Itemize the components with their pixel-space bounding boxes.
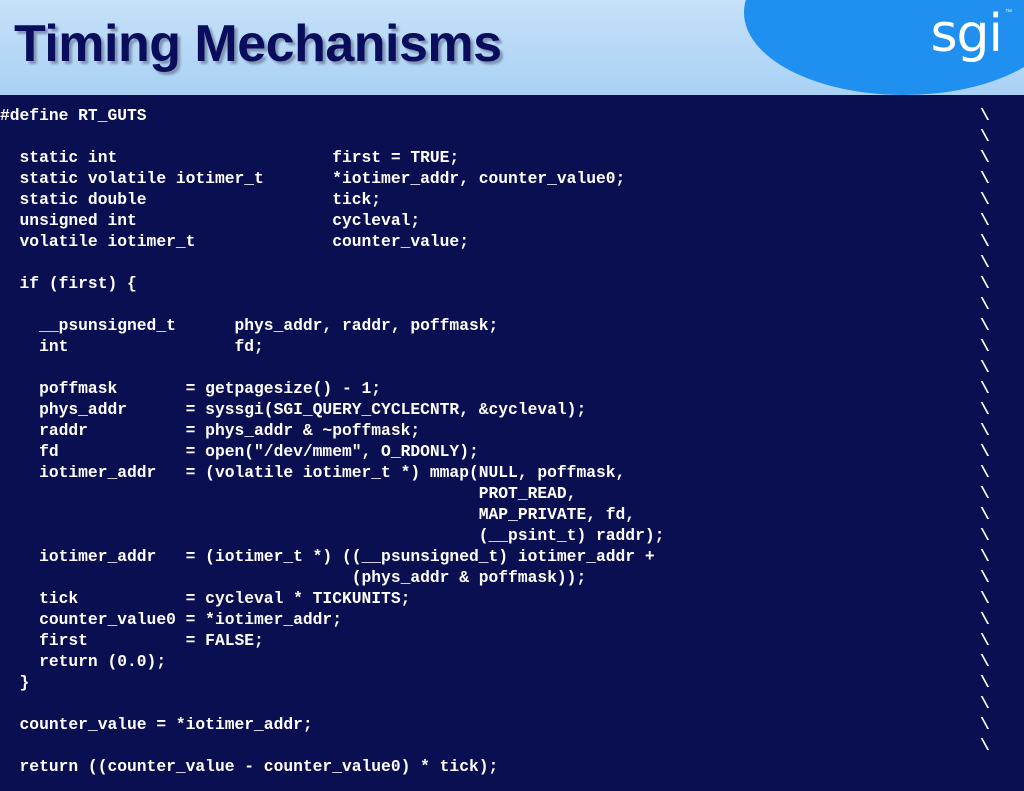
code-text: first = FALSE; [0, 631, 264, 650]
code-text: unsigned int cycleval; [0, 211, 421, 230]
code-text: iotimer_addr = (volatile iotimer_t *) mmap(NULL, poffmask, [0, 463, 626, 482]
code-text: } [0, 673, 30, 692]
code-line [0, 105, 1024, 126]
line-continuation: \ [980, 568, 990, 587]
code-line [0, 315, 1024, 336]
line-continuation: \ [980, 337, 990, 356]
code-text: MAP_PRIVATE, fd, [0, 505, 636, 524]
code-text: static int first = TRUE; [0, 148, 460, 167]
code-line [0, 546, 1024, 567]
code-line [0, 693, 1024, 714]
code-text: return (0.0); [0, 652, 167, 671]
code-text: fd = open("/dev/mmem", O_RDONLY); [0, 442, 479, 461]
code-text: iotimer_addr = (iotimer_t *) ((__psunsigned_t) iotimer_addr + [0, 547, 655, 566]
code-line [0, 567, 1024, 588]
code-line [0, 399, 1024, 420]
code-line [0, 756, 1024, 777]
code-line [0, 189, 1024, 210]
line-continuation: \ [980, 274, 990, 293]
line-continuation: \ [980, 589, 990, 608]
code-text: counter_value = *iotimer_addr; [0, 715, 313, 734]
code-line [0, 294, 1024, 315]
line-continuation: \ [980, 526, 990, 545]
code-text: raddr = phys_addr & ~poffmask; [0, 421, 421, 440]
code-line [0, 252, 1024, 273]
code-text: PROT_READ, [0, 484, 577, 503]
line-continuation: \ [980, 715, 990, 734]
line-continuation: \ [980, 379, 990, 398]
line-continuation: \ [980, 295, 990, 314]
line-continuation: \ [980, 316, 990, 335]
line-continuation: \ [980, 631, 990, 650]
code-line [0, 147, 1024, 168]
line-continuation: \ [980, 106, 990, 125]
code-text: tick = cycleval * TICKUNITS; [0, 589, 411, 608]
code-line [0, 336, 1024, 357]
line-continuation: \ [980, 127, 990, 146]
line-continuation: \ [980, 505, 990, 524]
code-line [0, 483, 1024, 504]
line-continuation: \ [980, 463, 990, 482]
code-line [0, 651, 1024, 672]
line-continuation: \ [980, 253, 990, 272]
sgi-logo: sgi [930, 4, 1002, 64]
code-line [0, 609, 1024, 630]
code-line [0, 462, 1024, 483]
slide-title: Timing Mechanisms [14, 15, 502, 73]
code-line [0, 420, 1024, 441]
code-line [0, 168, 1024, 189]
code-text: return ((counter_value - counter_value0) * tick); [0, 757, 499, 776]
code-text: static double tick; [0, 190, 382, 209]
code-line [0, 210, 1024, 231]
line-continuation: \ [980, 442, 990, 461]
code-line [0, 735, 1024, 756]
code-line [0, 630, 1024, 651]
line-continuation: \ [980, 400, 990, 419]
code-line [0, 126, 1024, 147]
code-text: poffmask = getpagesize() - 1; [0, 379, 382, 398]
line-continuation: \ [980, 694, 990, 713]
line-continuation: \ [980, 148, 990, 167]
line-continuation: \ [980, 358, 990, 377]
code-text: int fd; [0, 337, 264, 356]
code-line [0, 273, 1024, 294]
code-line [0, 441, 1024, 462]
line-continuation: \ [980, 421, 990, 440]
code-text: volatile iotimer_t counter_value; [0, 232, 469, 251]
code-text: static volatile iotimer_t *iotimer_addr, counter_value0; [0, 169, 626, 188]
code-text: counter_value0 = *iotimer_addr; [0, 610, 342, 629]
line-continuation: \ [980, 190, 990, 209]
line-continuation: \ [980, 736, 990, 755]
slide-header [0, 0, 1024, 97]
code-line [0, 588, 1024, 609]
code-line [0, 378, 1024, 399]
code-text: phys_addr = syssgi(SGI_QUERY_CYCLECNTR, &cycleval); [0, 400, 587, 419]
line-continuation: \ [980, 232, 990, 251]
line-continuation: \ [980, 484, 990, 503]
code-line [0, 357, 1024, 378]
line-continuation: \ [980, 211, 990, 230]
line-continuation: \ [980, 652, 990, 671]
code-text: __psunsigned_t phys_addr, raddr, poffmask; [0, 316, 499, 335]
trademark-mark: ™ [1005, 9, 1012, 16]
code-text: (__psint_t) raddr); [0, 526, 665, 545]
code-line [0, 231, 1024, 252]
code-text: (phys_addr & poffmask)); [0, 568, 587, 587]
code-text: #define RT_GUTS [0, 106, 147, 125]
code-line [0, 525, 1024, 546]
code-line [0, 672, 1024, 693]
line-continuation: \ [980, 673, 990, 692]
code-text: if (first) { [0, 274, 137, 293]
code-line [0, 504, 1024, 525]
line-continuation: \ [980, 547, 990, 566]
code-block [0, 105, 1024, 777]
line-continuation: \ [980, 169, 990, 188]
line-continuation: \ [980, 610, 990, 629]
code-line [0, 714, 1024, 735]
